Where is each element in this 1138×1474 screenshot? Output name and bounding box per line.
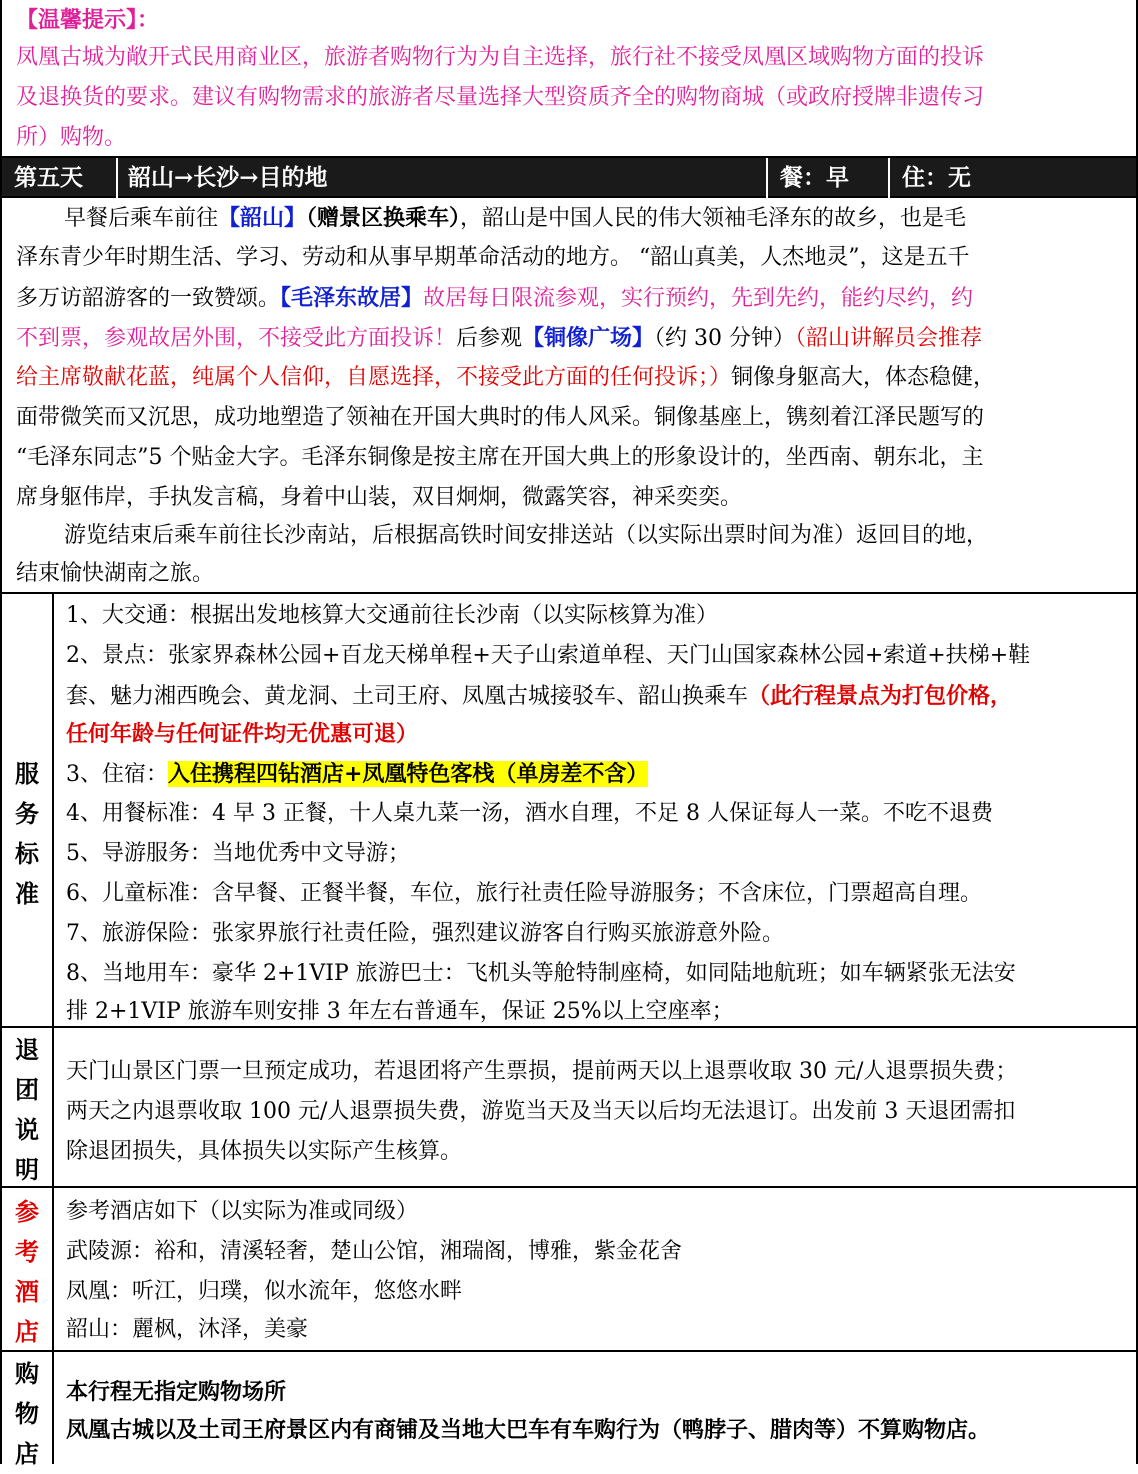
spot-shaoshan: 【韶山】	[218, 205, 307, 231]
hotel-intro: 参考酒店如下（以实际为准或同级）	[66, 1199, 419, 1224]
notice-line-1: 凤凰古城为敞开式民用商业区，旅游者购物行为为自主选择，旅行社不接受凤凰区域购物方面的投诉	[16, 45, 985, 70]
desc-text-red: （韶山讲解员会推荐	[795, 326, 983, 351]
desc-line-3	[16, 278, 973, 318]
service-item-guide: 5、导游服务：当地优秀中文导游；	[66, 841, 410, 866]
desc-line-1	[64, 198, 966, 238]
desc-line-4	[16, 318, 982, 358]
day-header	[0, 158, 1138, 198]
desc-text: 铜像身躯高大，体态稳健，	[731, 365, 996, 390]
service-text-red: （此行程景点为打包价格，	[748, 683, 1013, 709]
service-item-spots: 2、景点：张家界森林公园+百龙天梯单程+天子山索道单程、天门山国家森林公园+索道+扶梯+鞋	[66, 643, 1031, 668]
label-char: 团	[15, 1075, 39, 1104]
label-char: 明	[15, 1155, 39, 1184]
notice-line-2: 及退换货的要求。建议有购物需求的旅游者尽量选择大型资质齐全的购物商城（或政府授牌非遗传习	[16, 85, 985, 110]
service-text: 套、魅力湘西晚会、黄龙洞、土司王府、凤凰古城接驳车、韶山换乘车	[66, 684, 749, 709]
label-char: 说	[15, 1115, 39, 1144]
header-divider	[888, 158, 890, 198]
label-char: 退	[15, 1035, 39, 1064]
service-item-spots-note: 任何年龄与任何证件均无优惠可退）	[66, 721, 419, 747]
desc-line-6: 面带微笑而又沉思，成功地塑造了领袖在开国大典时的伟人风采。铜像基座上，镌刻着江泽民题写的	[16, 405, 985, 430]
desc-line-2: 泽东青少年时期生活、学习、劳动和从事早期革命活动的地方。 “韶山真美，人杰地灵”，这是五千	[16, 245, 970, 270]
service-item-transport: 1、大交通：根据出发地核算大交通前往长沙南（以实际核算为准）	[66, 603, 718, 628]
service-item-vehicle: 8、当地用车：豪华 2+1VIP 旅游巴士：飞机头等舱特制座椅，如同陆地航班；如车辆紧张无法安	[66, 961, 1016, 986]
day-label: 第五天	[14, 164, 83, 191]
desc-text: ，韶山是中国人民的伟大领袖毛泽东的故乡，也是毛	[460, 206, 967, 231]
spot-mao-residence: 【毛泽东故居】	[280, 285, 424, 311]
refund-line-3: 除退团损失，具体损失以实际产生核算。	[66, 1139, 463, 1164]
refund-line-2: 两天之内退票收取 100 元/人退票损失费，游览当天及当天以后均无法退订。出发前 3 天退团需扣	[66, 1099, 1016, 1124]
desc-line-10: 结束愉快湖南之旅。	[16, 561, 215, 586]
day-stay: 住：无	[902, 164, 971, 191]
notice-line-3: 所）购物。	[16, 125, 127, 150]
desc-line-9: 游览结束后乘车前往长沙南站，后根据高铁时间安排送站（以实际出票时间为准）返回目的地，	[64, 523, 989, 548]
refund-policy-section	[0, 1028, 1138, 1188]
desc-text-red: 给主席敬献花蓝，纯属个人信仰，自愿选择，不接受此方面的任何投诉；）	[16, 365, 732, 390]
label-char: 服	[15, 759, 39, 788]
day-route: 韶山→长沙→目的地	[128, 164, 328, 191]
reference-hotels-section	[0, 1188, 1138, 1352]
day-meals: 餐：早	[780, 164, 849, 191]
label-char: 标	[15, 839, 39, 868]
hotel-shaoshan: 韶山：麗枫，沐泽，美豪	[66, 1317, 309, 1342]
header-divider	[116, 158, 118, 198]
service-item-children: 6、儿童标准：含早餐、正餐半餐，车位，旅行社责任险导游服务；不含床位，门票超高自理。	[66, 881, 983, 906]
service-item-lodging	[66, 754, 648, 794]
hotel-wulingyuan: 武陵源：裕和，清溪轻奢，楚山公馆，湘瑞阁，博雅，紫金花舍	[66, 1239, 683, 1264]
label-char: 物	[15, 1399, 39, 1428]
label-char: 酒	[15, 1277, 39, 1306]
desc-text-pink: 故居每日限流参观，实行预约，先到先约，能约尽约，约	[423, 286, 974, 311]
notice-title: 【温馨提示】：	[16, 7, 160, 33]
desc-text: （约 30 分钟）	[654, 326, 796, 351]
refund-label	[2, 1028, 54, 1186]
service-standards-section	[0, 594, 1138, 1028]
desc-line-7: “毛泽东同志”5 个贴金大字。毛泽东铜像是按主席在开国大典上的形象设计的，坐西南、朝东北，主	[16, 445, 984, 470]
desc-line-8: 席身躯伟岸，手执发言稿，身着中山装，双目炯炯，微露笑容，神采奕奕。	[16, 485, 743, 510]
service-label	[2, 594, 54, 1026]
service-item-insurance: 7、旅游保险：张家界旅行社责任险，强烈建议游客自行购买旅游意外险。	[66, 921, 784, 946]
shop-line-2: 凤凰古城以及土司王府景区内有商铺及当地大巴车有车购行为（鸭脖子、腊肉等）不算购物店。	[66, 1417, 991, 1443]
spot-bronze-statue-square: 【铜像广场】	[522, 325, 655, 351]
header-divider	[766, 158, 768, 198]
label-char: 准	[15, 879, 39, 908]
desc-text-bold: （赠景区换乘车）	[306, 205, 461, 231]
desc-text-pink: 不到票，参观故居外围，不接受此方面投诉！	[16, 326, 457, 351]
hotel-fenghuang: 凤凰：听江，归璞，似水流年，悠悠水畔	[66, 1279, 463, 1304]
warm-notice-section	[0, 0, 1138, 158]
label-char: 参	[15, 1197, 39, 1226]
lodging-highlight: 入住携程四钻酒店+凤凰特色客栈（单房差不含）	[168, 761, 649, 787]
service-item-spots-cont	[66, 676, 1012, 716]
desc-text: 后参观	[456, 326, 523, 351]
shop-label	[2, 1352, 54, 1468]
service-text: 3、住宿：	[66, 762, 168, 787]
shop-line-1: 本行程无指定购物场所	[66, 1379, 287, 1405]
service-item-vehicle-cont: 排 2+1VIP 旅游车则安排 3 年左右普通车，保证 25%以上空座率；	[66, 999, 734, 1024]
label-char: 店	[15, 1439, 39, 1468]
label-char: 店	[15, 1317, 39, 1346]
hotel-label	[2, 1188, 54, 1350]
service-item-meals: 4、用餐标准：4 早 3 正餐，十人桌九菜一汤，酒水自理，不足 8 人保证每人一菜。不吃不退费	[66, 801, 993, 826]
label-char: 购	[15, 1359, 39, 1388]
label-char: 考	[15, 1237, 39, 1266]
day-description	[0, 198, 1138, 594]
desc-text: 早餐后乘车前往	[64, 206, 219, 231]
label-char: 务	[15, 799, 39, 828]
shopping-section	[0, 1352, 1138, 1468]
desc-text: 多万访韶游客的一致赞颂。	[16, 286, 281, 311]
refund-line-1: 天门山景区门票一旦预定成功，若退团将产生票损，提前两天以上退票收取 30 元/人退票损失费；	[66, 1059, 1018, 1084]
desc-line-5	[16, 358, 995, 398]
